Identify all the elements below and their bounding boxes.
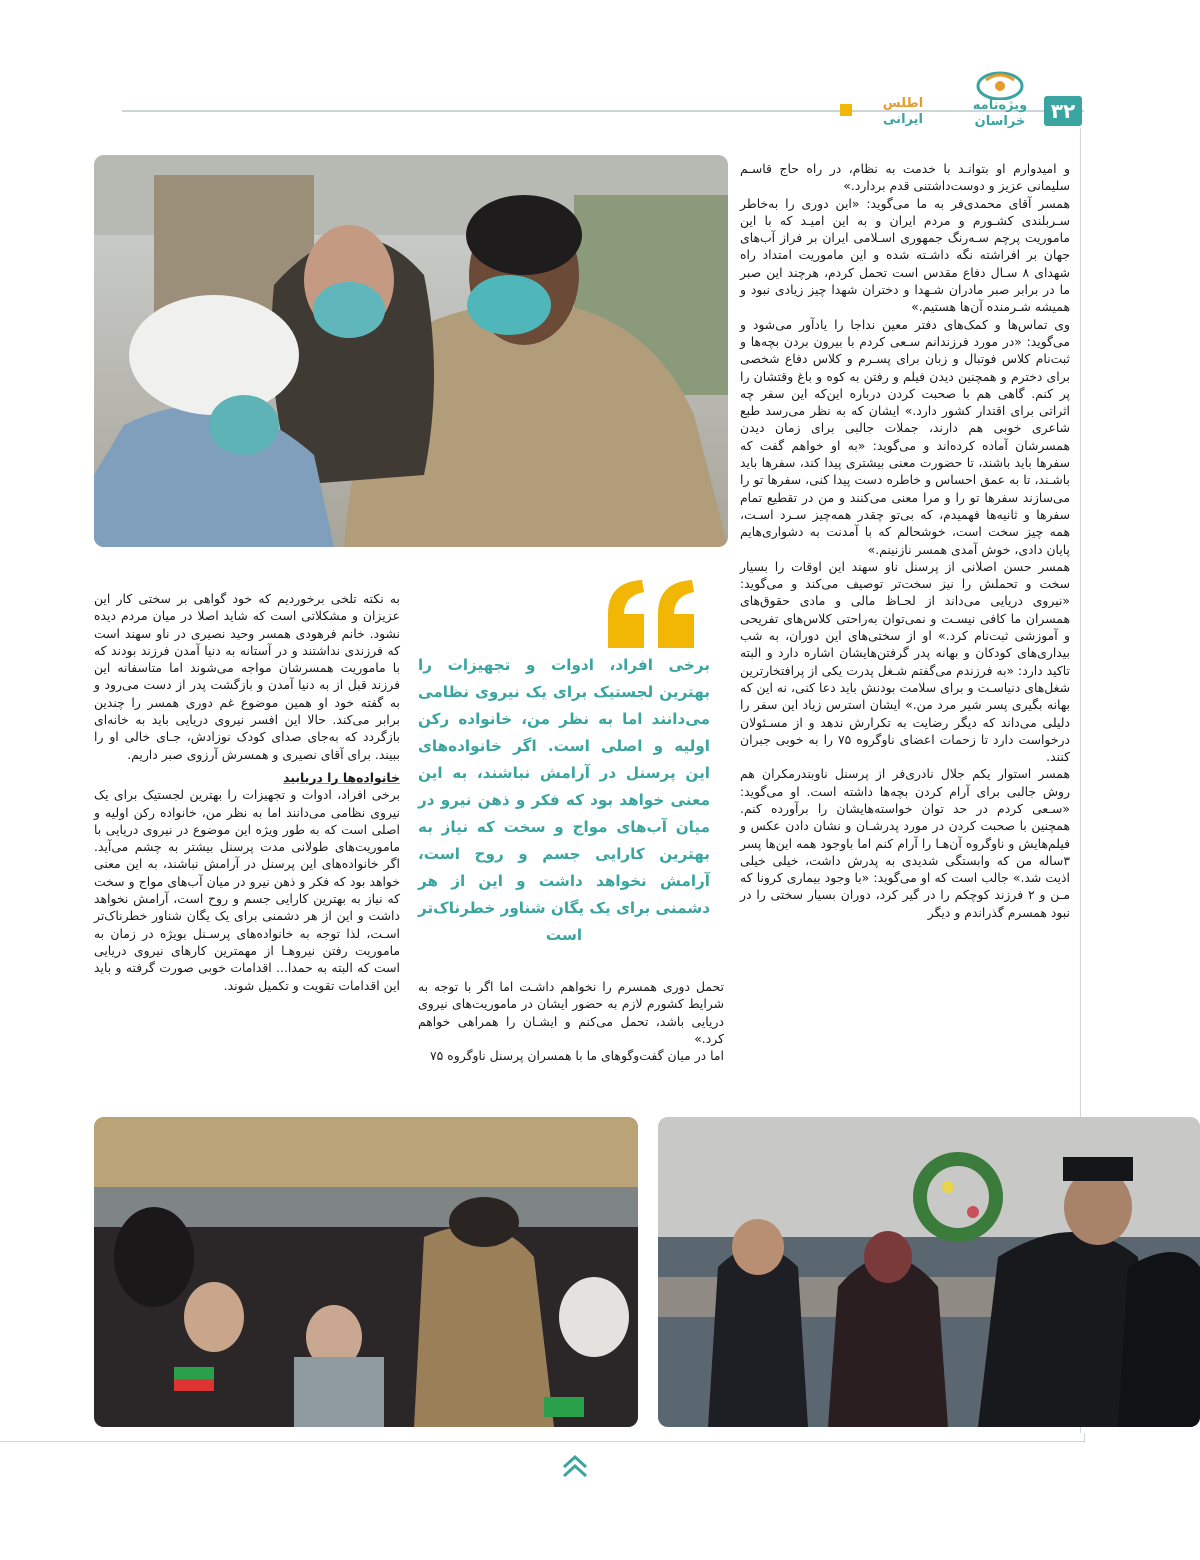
paragraph: همسر حسن اصلانی از پرسنل ناو سهند این اوقات را بسیار سخت و تحملش را نیز سخت‌تر توصیف می‌کند و می‌گوید: «نیروی دریایی می‌داند از لحـاظ مالی و مادی حقوق‌های همسران ما کافی نیسـت و نمی‌توان به‌راحتی کلاس‌های تفریحی و آموزشی ثبت‌نام کرد.» او از سختی‌های این دوران، به شب بیداری‌های کودکان و بهانه پدر گرفتن‌هایشان اشاره دارد و البته تاکید دارد: «به فرزندم می‌گفتم شـغل پدرت یکی از پرافتخارترین شغل‌های دنیاسـت و برای سلامت بودنش باید دعا کنی، نه این که بهانه بگیری پسر شیر مرد من.» ایشان استرس زیاد این سفر را دلیلی می‌داند که دیگر رضایت به تکرارش ندهد و از مسـئولان درخواست دارد تا زحمات اعضای ناوگروه ۷۵ را به خوبی جبران کنند. (740, 558, 1070, 765)
paragraph: به نکته تلخی برخوردیم که خود گواهی بر سختی کار این عزیزان و مشکلاتی است که شاید اصلا در میان مردم دیده نشود. خانم فرهودی همسر وحید نصیری در ناو سهند است که فرزندی نداشتند و در آستانه به دنیا آمدن فرزند بودند که با ماموریت همسرشان مواجه می‌شوند اما متاسفانه این فرزند قبل از به دنیا آمدن و بازگشت پدر از دست می‌رود و به گفته خود او همین موضوع غم دوری همسر را چندین برابر می‌کند. حالا این افسر نیروی دریایی باید به خانه‌ای بازگردد که به‌جای صدای کودک نوزادش، جـای خالی او را ببیند. برای آقای نصیری و همسرش آرزوی صبر داریم. (94, 591, 400, 762)
article-column-left (94, 590, 400, 994)
paragraph: همسر آقای محمدی‌فر به ما می‌گوید: «این دوری را به‌خاطر سـربلندی کشـورم و مردم ایران و به این امیـد که با این ماموریت پرچم سـه‌رنگ جمهوری اسـلامی ایران بر فراز آب‌های جهان بر افراشته نگه داشـته شده و این ماموریت امتداد راه شهدای ۸ سـال دفاع مقدس است تحمل کردم، هرچند این صبر ما در برابر صبر مادران شـهدا و دختران شهدا چیز زیادی نبود و همیشه شـرمنده آن‌ها هستیم.» (740, 195, 1071, 315)
subheading: خانواده‌ها را دریابید (283, 769, 400, 785)
photo-family-reunion (94, 155, 728, 547)
section-label-line2: ایرانی (883, 112, 923, 127)
paragraph: وی تماس‌ها و کمک‌های دفتر معین نداجا را یادآور می‌شود و می‌گوید: «در مورد فرزندانم سـعی کردم با بیرون بردن بچه‌ها و ثبت‌نام کلاس فوتبال و زبان برای پسـرم و کلاس دفاع شخصی برای دخترم و همچنین دیدن فیلم و رفتن به کوه و باغ وقتشان را پر کنم. گاهی هم با صحبت کردن درباره این‌که این سفر چه اثراتی برای اقتدار کشور دارد.» ایشان که به نظر می‌رسد طبع شاعری خوبی هم دارند، جملات جالبی برای زمان دیدن همسرشان آماده کرده‌اند و می‌گوید: «به او خواهم گفت که سفرها باید باشند، تا حضورت معنی بیشتری پیدا کند، سفرها باید باشـند، تا به عمق احساس و خاطره دست پیدا کنی، سفرها تو را می‌سازند سفرها تو را و مرا معنی می‌کنند و من در تقطیع تمام سفرها و ثانیه‌ها فهمیدم، که بی‌تو چقدر همه‌چیز سـرد اسـت، همه چیز سخت است، خوشحالم که با آمدنت به دشواری‌هایم پایان دادی، خوش آمدی همسر نازنینم.» (740, 316, 1070, 557)
footer-rule-tick (1084, 1433, 1085, 1443)
section-label (870, 96, 936, 128)
footer-rule (0, 1441, 1084, 1442)
section-marker (840, 104, 852, 116)
photo-crowd-welcome (94, 1117, 638, 1427)
photo-officers-wreath (658, 1117, 1200, 1427)
magazine-logo (960, 70, 1040, 128)
header-rule (122, 110, 1084, 112)
article-column-middle (418, 978, 724, 1064)
paragraph: اما در میان گفت‌وگوهای ما با همسران پرسنل ناوگروه ۷۵ (430, 1048, 724, 1064)
paragraph: همسر استوار یکم جلال نادری‌فر از پرسنل ناوبندرمکران هم روش جالبی برای آرام کردن بچه‌ها داشته است. او می‌گوید: «سـعی کردم در حد توان خواسته‌هایشان را برآورده کنم. همچنین با صحبت کردن در مورد پدرشـان و نشان دادن عکس و فیلم‌هایش و ناوگروه آن‌هـا را آرام کنم اما باوجود همه این‌ها پسر ۳ساله من که وابستگی شدیدی به پدرش داشت، خیلی خیلی اذیت شد.» جالب است که او می‌گوید: «با وجود بیماری کرونا که مـن و ۲ فرزند کوچکم را در گیر کرد، دوران بسیار سختی را در نبود همسرم گذراندم و دیگر (740, 766, 1071, 920)
article-column-right (740, 160, 1070, 921)
magazine-name: ویژه‌نامه خراسان (972, 98, 1028, 129)
section-label-line1: اطلس (882, 96, 924, 111)
quote-mark-icon (604, 578, 698, 648)
paragraph: برخی افراد، ادوات و تجهیزات را بهترین لجستیک برای یک نیروی نظامی می‌دانند اما به نظر من، خانواده رکن اولیه و اصلی است که به طور ویژه این موضوع در نیروی دریایی با ماموریت‌های طولانی مدت پرسنل بیشتر به چشم می‌آید. اگر خانواده‌های این پرسنل در آرامش نباشند، به این معنی خواهد بود که فکر و ذهن نیرو در میان آب‌های مواج و سخت که نیاز به بهترین کارایی جسم و روح است، آرامش نخواهد داشت و این از هر دشمنی برای یک یگان شناور خطرناک‌تر اسـت، لذا توجه به خانواده‌های پرسـنل بویژه در زمان به ماموریت رفتن نیروهـا از مهمترین کارهای نیروی دریایی است که البته به حمدا... اقدامات خوبی صورت گرفته و باید این اقدامات تقویت و تکمیل شوند. (94, 787, 400, 993)
page-number: ۳۲ (1044, 96, 1082, 126)
paragraph: و امیدوارم او بتوانـد با خدمت به نظام، در راه حاج قاسـم سلیمانی عزیز و دوست‌داشتنی قدم بردارد.» (740, 161, 1070, 194)
pull-quote: برخی افراد، ادوات و تجهیزات را بهترین لجستیک برای یک نیروی نظامی می‌دانند اما به نظر من، خانواده رکن اولیه و اصلی است. اگر خانواده‌های این پرسنل در آرامش نباشند، به این معنی خواهد بود که فکر و ذهن نیرو در میان آب‌های مواج و سخت که نیاز به بهترین کارایی جسم و روح است، آرامش نخواهد داشت و این از هر دشمنی برای یک یگان شناور خطرناک‌تر است (418, 656, 710, 944)
double-chevron-up-icon (560, 1451, 590, 1481)
paragraph: تحمل دوری همسرم را نخواهم داشـت اما اگر با توجه به شرایط کشورم لازم به حضور ایشان در ماموریت‌های نیروی دریایی باشد، تحمل می‌کنم و ایشـان را همراهی خواهم کرد.» (418, 979, 724, 1046)
